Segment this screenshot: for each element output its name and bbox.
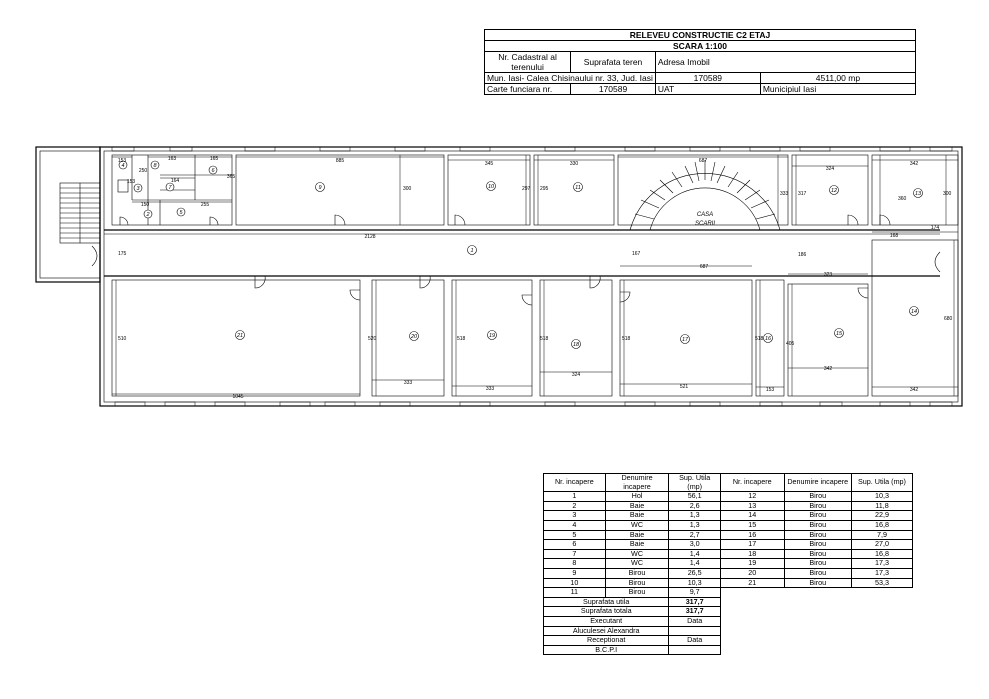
dim-label: 520 [368, 336, 377, 342]
dim-label: 330 [569, 161, 579, 167]
cell: 6 [544, 540, 606, 550]
cell: 14 [721, 511, 785, 521]
cell: 7 [544, 549, 606, 559]
dim-label: 518 [622, 336, 631, 342]
suprafata-utila-value: 317,7 [669, 597, 721, 607]
col-header: Denumire incapere [605, 474, 669, 492]
dim-label: 300 [403, 186, 412, 192]
drawing-title: RELEVEU CONSTRUCTIE C2 ETAJ [485, 30, 916, 41]
cell: 1,4 [669, 549, 721, 559]
cell: 7,9 [851, 530, 912, 540]
receptionat-row [544, 636, 913, 646]
cell: 17,3 [851, 568, 912, 578]
dim-label: 153 [126, 179, 136, 185]
room-marker-18 [572, 340, 581, 349]
drawing-scale: SCARA 1:100 [485, 41, 916, 52]
cell: 5 [544, 530, 606, 540]
room-8-number: 8 [153, 163, 157, 169]
room-marker-6 [209, 166, 217, 174]
carte-funciara-value: 170589 [571, 84, 656, 95]
cell: 11,8 [851, 501, 912, 511]
col-header: Sup. Utila (mp) [669, 474, 721, 492]
bottom-partitions [112, 240, 958, 396]
cell: WC [605, 549, 669, 559]
dim-label: 521 [679, 384, 689, 390]
dim-label: 510 [118, 336, 127, 342]
room-16-number: 16 [764, 336, 772, 342]
room-11-number: 11 [575, 185, 581, 191]
cell: 10 [544, 578, 606, 588]
room-5-number: 5 [179, 210, 183, 216]
room-marker-2 [144, 210, 152, 218]
suprafata-value: 4511,00 mp [760, 73, 915, 84]
adresa-label: Adresa Imobil [655, 52, 915, 73]
col-header: Sup. Utila (mp) [851, 474, 912, 492]
dim-label: 345 [484, 161, 494, 167]
cell: 1,3 [669, 520, 721, 530]
room-3-number: 3 [136, 186, 140, 192]
spiral-staircase [630, 160, 780, 230]
suprafata-totala-value: 317,7 [669, 607, 721, 617]
staircase-label-2: SCARII [694, 221, 716, 227]
cell: WC [605, 520, 669, 530]
table-row [544, 501, 913, 511]
suprafata-label: Suprafata teren [583, 57, 643, 67]
room-9-number: 9 [318, 185, 322, 191]
cell: 53,3 [851, 578, 912, 588]
room-7-number: 7 [168, 185, 172, 191]
room-marker-13 [914, 189, 923, 198]
executant-label: Executant [544, 616, 669, 626]
room-marker-12 [830, 186, 839, 195]
table-row [544, 568, 913, 578]
nr-cadastral-label: Nr. Cadastral al terenului [485, 52, 571, 73]
cell: 1 [544, 492, 606, 502]
cell: Baie [605, 501, 669, 511]
adresa-value: Mun. Iasi- Calea Chisinaului nr. 33, Jud. Iasi [485, 73, 656, 84]
dim-label: 333 [403, 380, 413, 386]
table-row [544, 588, 913, 598]
cell: Birou [605, 568, 669, 578]
cell: 12 [721, 492, 785, 502]
cell: 27,0 [851, 540, 912, 550]
cell: Birou [605, 588, 669, 598]
dim-label: 342 [909, 161, 919, 167]
cell: Birou [784, 530, 851, 540]
cell: Birou [784, 568, 851, 578]
cell: 16,8 [851, 549, 912, 559]
suprafata-utila-row [544, 597, 913, 607]
dim-label: 680 [944, 316, 953, 322]
table-row [544, 578, 913, 588]
room-marker-8 [151, 161, 159, 169]
dim-label: 300 [943, 191, 952, 197]
room-2-number: 2 [146, 212, 150, 218]
cell: 2,6 [669, 501, 721, 511]
dim-label: 885 [335, 158, 345, 164]
uat-value: Municipiul Iasi [760, 84, 915, 95]
room-marker-5 [177, 208, 185, 216]
dim-label: 186 [798, 252, 807, 258]
dim-label: 342 [823, 366, 833, 372]
dim-label: 405 [786, 341, 795, 347]
executant-name: Aluculesei Alexandra [544, 626, 669, 636]
room-20-number: 20 [410, 334, 418, 340]
dim-label: 324 [825, 166, 835, 172]
room-marker-20 [410, 332, 419, 341]
room-marker-15 [835, 329, 844, 338]
room-1-number: 1 [470, 248, 474, 254]
executant-data-label: Data [669, 616, 721, 626]
bcpi-data-value [669, 645, 721, 655]
col-header: Nr. incapere [544, 474, 606, 492]
dim-label: 518 [755, 336, 764, 342]
cell: 10,3 [669, 578, 721, 588]
dim-label: 168 [889, 233, 899, 239]
corridor [92, 230, 940, 276]
room-marker-7 [166, 183, 174, 191]
col-header: Nr. incapere [721, 474, 785, 492]
cell: 20 [721, 568, 785, 578]
table-row [544, 492, 913, 502]
dim-label: 153 [765, 387, 775, 393]
cell: 10,3 [851, 492, 912, 502]
room-marker-17 [681, 335, 690, 344]
dim-label: 518 [457, 336, 466, 342]
col-header: Denumire incapere [784, 474, 851, 492]
room-marker-14 [910, 307, 919, 316]
dim-label: 360 [898, 196, 907, 202]
cell: 22,9 [851, 511, 912, 521]
cell: Baie [605, 511, 669, 521]
dim-label: 342 [909, 387, 919, 393]
dim-label: 1045 [232, 394, 244, 400]
suprafata-utila-label: Suprafata utila [544, 597, 669, 607]
cell: 15 [721, 520, 785, 530]
dim-label: 2128 [364, 234, 376, 240]
cell: 4 [544, 520, 606, 530]
cell: 56,1 [669, 492, 721, 502]
cell: 9 [544, 568, 606, 578]
receptionat-data-label: Data [669, 636, 721, 646]
room-21-number: 21 [236, 333, 244, 339]
room-6-number: 6 [211, 168, 215, 174]
room-marker-1 [468, 246, 477, 255]
bcpi-label: B.C.P.I [544, 645, 669, 655]
bcpi-row [544, 645, 913, 655]
dim-label: 174 [930, 225, 940, 231]
room-4-number: 4 [121, 163, 125, 169]
cell: WC [605, 559, 669, 569]
room-12-number: 12 [830, 188, 838, 194]
dim-label: 324 [571, 372, 581, 378]
cell: Birou [784, 549, 851, 559]
executant-row [544, 616, 913, 626]
cell: Birou [784, 578, 851, 588]
cell: Birou [784, 520, 851, 530]
cell: Birou [784, 559, 851, 569]
dim-label: 153 [117, 158, 127, 164]
dim-label: 333 [485, 386, 495, 392]
table-row [544, 530, 913, 540]
dim-label: 317 [798, 191, 807, 197]
cell: 19 [721, 559, 785, 569]
room-17-number: 17 [681, 337, 689, 343]
dim-label: 518 [540, 336, 549, 342]
room-marker-11 [574, 183, 583, 192]
dim-label: 175 [118, 251, 127, 257]
table-row [544, 559, 913, 569]
dim-label: 687 [699, 264, 709, 270]
dim-label: 295 [540, 186, 549, 192]
cell: 18 [721, 549, 785, 559]
cell: Birou [784, 501, 851, 511]
room-marker-10 [487, 182, 496, 191]
room-18-number: 18 [572, 342, 580, 348]
dim-label: 150 [140, 202, 150, 208]
cell: Birou [784, 492, 851, 502]
table-row [544, 511, 913, 521]
dim-label: 333 [780, 191, 789, 197]
cell: 2 [544, 501, 606, 511]
cell: 8 [544, 559, 606, 569]
room-14-number: 14 [910, 309, 918, 315]
dim-label: 255 [200, 202, 210, 208]
cell: Birou [784, 511, 851, 521]
room-marker-19 [488, 331, 497, 340]
nr-cadastral-value: 170589 [655, 73, 760, 84]
room-summary-table [543, 473, 913, 655]
cell: 16,8 [851, 520, 912, 530]
executant-name-row [544, 626, 913, 636]
room-10-number: 10 [487, 184, 495, 190]
cell: 9,7 [669, 588, 721, 598]
dim-label: 163 [167, 156, 177, 162]
cell: 17,3 [851, 559, 912, 569]
cell: 17 [721, 540, 785, 550]
dim-label: 164 [170, 178, 180, 184]
dim-label: 687 [698, 158, 708, 164]
room-marker-3 [134, 184, 142, 192]
cell: 16 [721, 530, 785, 540]
cell: Baie [605, 540, 669, 550]
room-19-number: 19 [488, 333, 496, 339]
room-marker-16 [764, 334, 773, 343]
uat-label: UAT [655, 84, 760, 95]
cell: Birou [605, 578, 669, 588]
receptionat-label: Receptionat [544, 636, 669, 646]
cell: Baie [605, 530, 669, 540]
dim-label: 297 [522, 186, 531, 192]
dim-label: 165 [209, 156, 219, 162]
table-row [544, 549, 913, 559]
cell: Hol [605, 492, 669, 502]
dim-label: 167 [632, 251, 641, 257]
room-marker-9 [316, 183, 325, 192]
cell: 3,0 [669, 540, 721, 550]
cell: 2,7 [669, 530, 721, 540]
room-marker-21 [236, 331, 245, 340]
table-row [544, 520, 913, 530]
dim-label: 365 [226, 174, 236, 180]
suprafata-totala-row [544, 607, 913, 617]
cell: Birou [784, 540, 851, 550]
cell: 21 [721, 578, 785, 588]
staircase-label-1: CASA [696, 212, 714, 218]
table-row [544, 540, 913, 550]
left-annex-stair [36, 147, 100, 282]
cell: 1,3 [669, 511, 721, 521]
cell: 1,4 [669, 559, 721, 569]
dimension-values [118, 156, 953, 400]
cell: 3 [544, 511, 606, 521]
doors [120, 215, 890, 305]
executant-data-value [669, 626, 721, 636]
suprafata-totala-label: Suprafata totala [544, 607, 669, 617]
cell: 13 [721, 501, 785, 511]
room-15-number: 15 [835, 331, 843, 337]
cell: 11 [544, 588, 606, 598]
dim-label: 250 [138, 168, 148, 174]
dim-label: 323 [823, 272, 833, 278]
cell: 26,5 [669, 568, 721, 578]
room-13-number: 13 [914, 191, 922, 197]
carte-funciara-label: Carte funciara nr. [485, 84, 571, 95]
